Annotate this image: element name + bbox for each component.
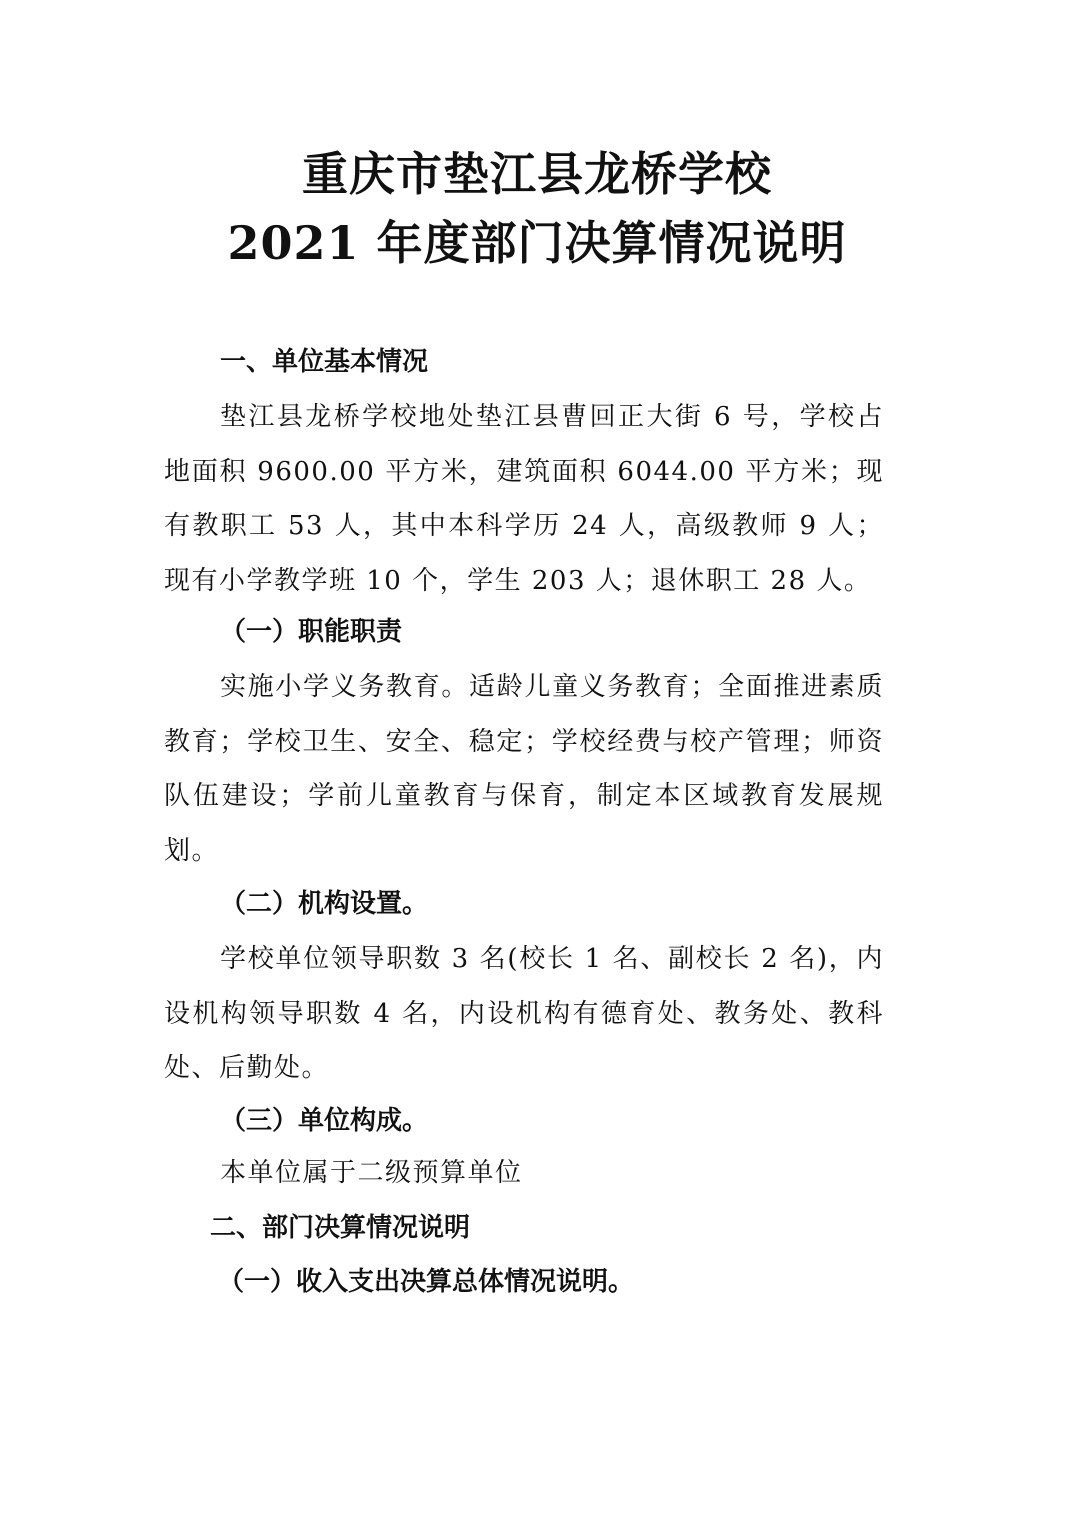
section1-sub1-paragraph: 实施小学义务教育。适龄儿童义务教育；全面推进素质教育；学校卫生、安全、稳定；学校经费与校产管理；师资队伍建设；学前儿童教育与保育，制定本区域教育发展规划。 <box>164 672 884 866</box>
section1-sub2-heading: （二）机构设置。 <box>220 889 429 919</box>
document-title-line2: 2021 年度部门决算情况说明 <box>227 216 847 270</box>
section1-heading: 一、单位基本情况 <box>220 347 429 377</box>
section1-sub3-heading: （三）单位构成。 <box>220 1106 429 1136</box>
section2-heading: 二、部门决算情况说明 <box>210 1213 471 1243</box>
section1-sub2-paragraph: 学校单位领导职数 3 名(校长 1 名、副校长 2 名)，内设机构领导职数 4 名，内设机构有德育处、教务处、教科处、后勤处。 <box>164 944 884 1084</box>
section2-sub1-heading: （一）收入支出决算总体情况说明。 <box>218 1267 635 1297</box>
section1-sub3-paragraph: 本单位属于二级预算单位 <box>220 1158 523 1188</box>
document-title-line1: 重庆市垫江县龙桥学校 <box>302 147 772 201</box>
section1-intro-paragraph: 垫江县龙桥学校地处垫江县曹回正大街 6 号，学校占地面积 9600.00 平方米，建筑面积 6044.00 平方米；现有教职工 53 人，其中本科学历 24 人，高级教师 9 人；现有小学教学班 10 个，学生 203 人；退休职工 28 人。 <box>164 402 884 596</box>
section1-sub1-heading: （一）职能职责 <box>220 617 403 647</box>
